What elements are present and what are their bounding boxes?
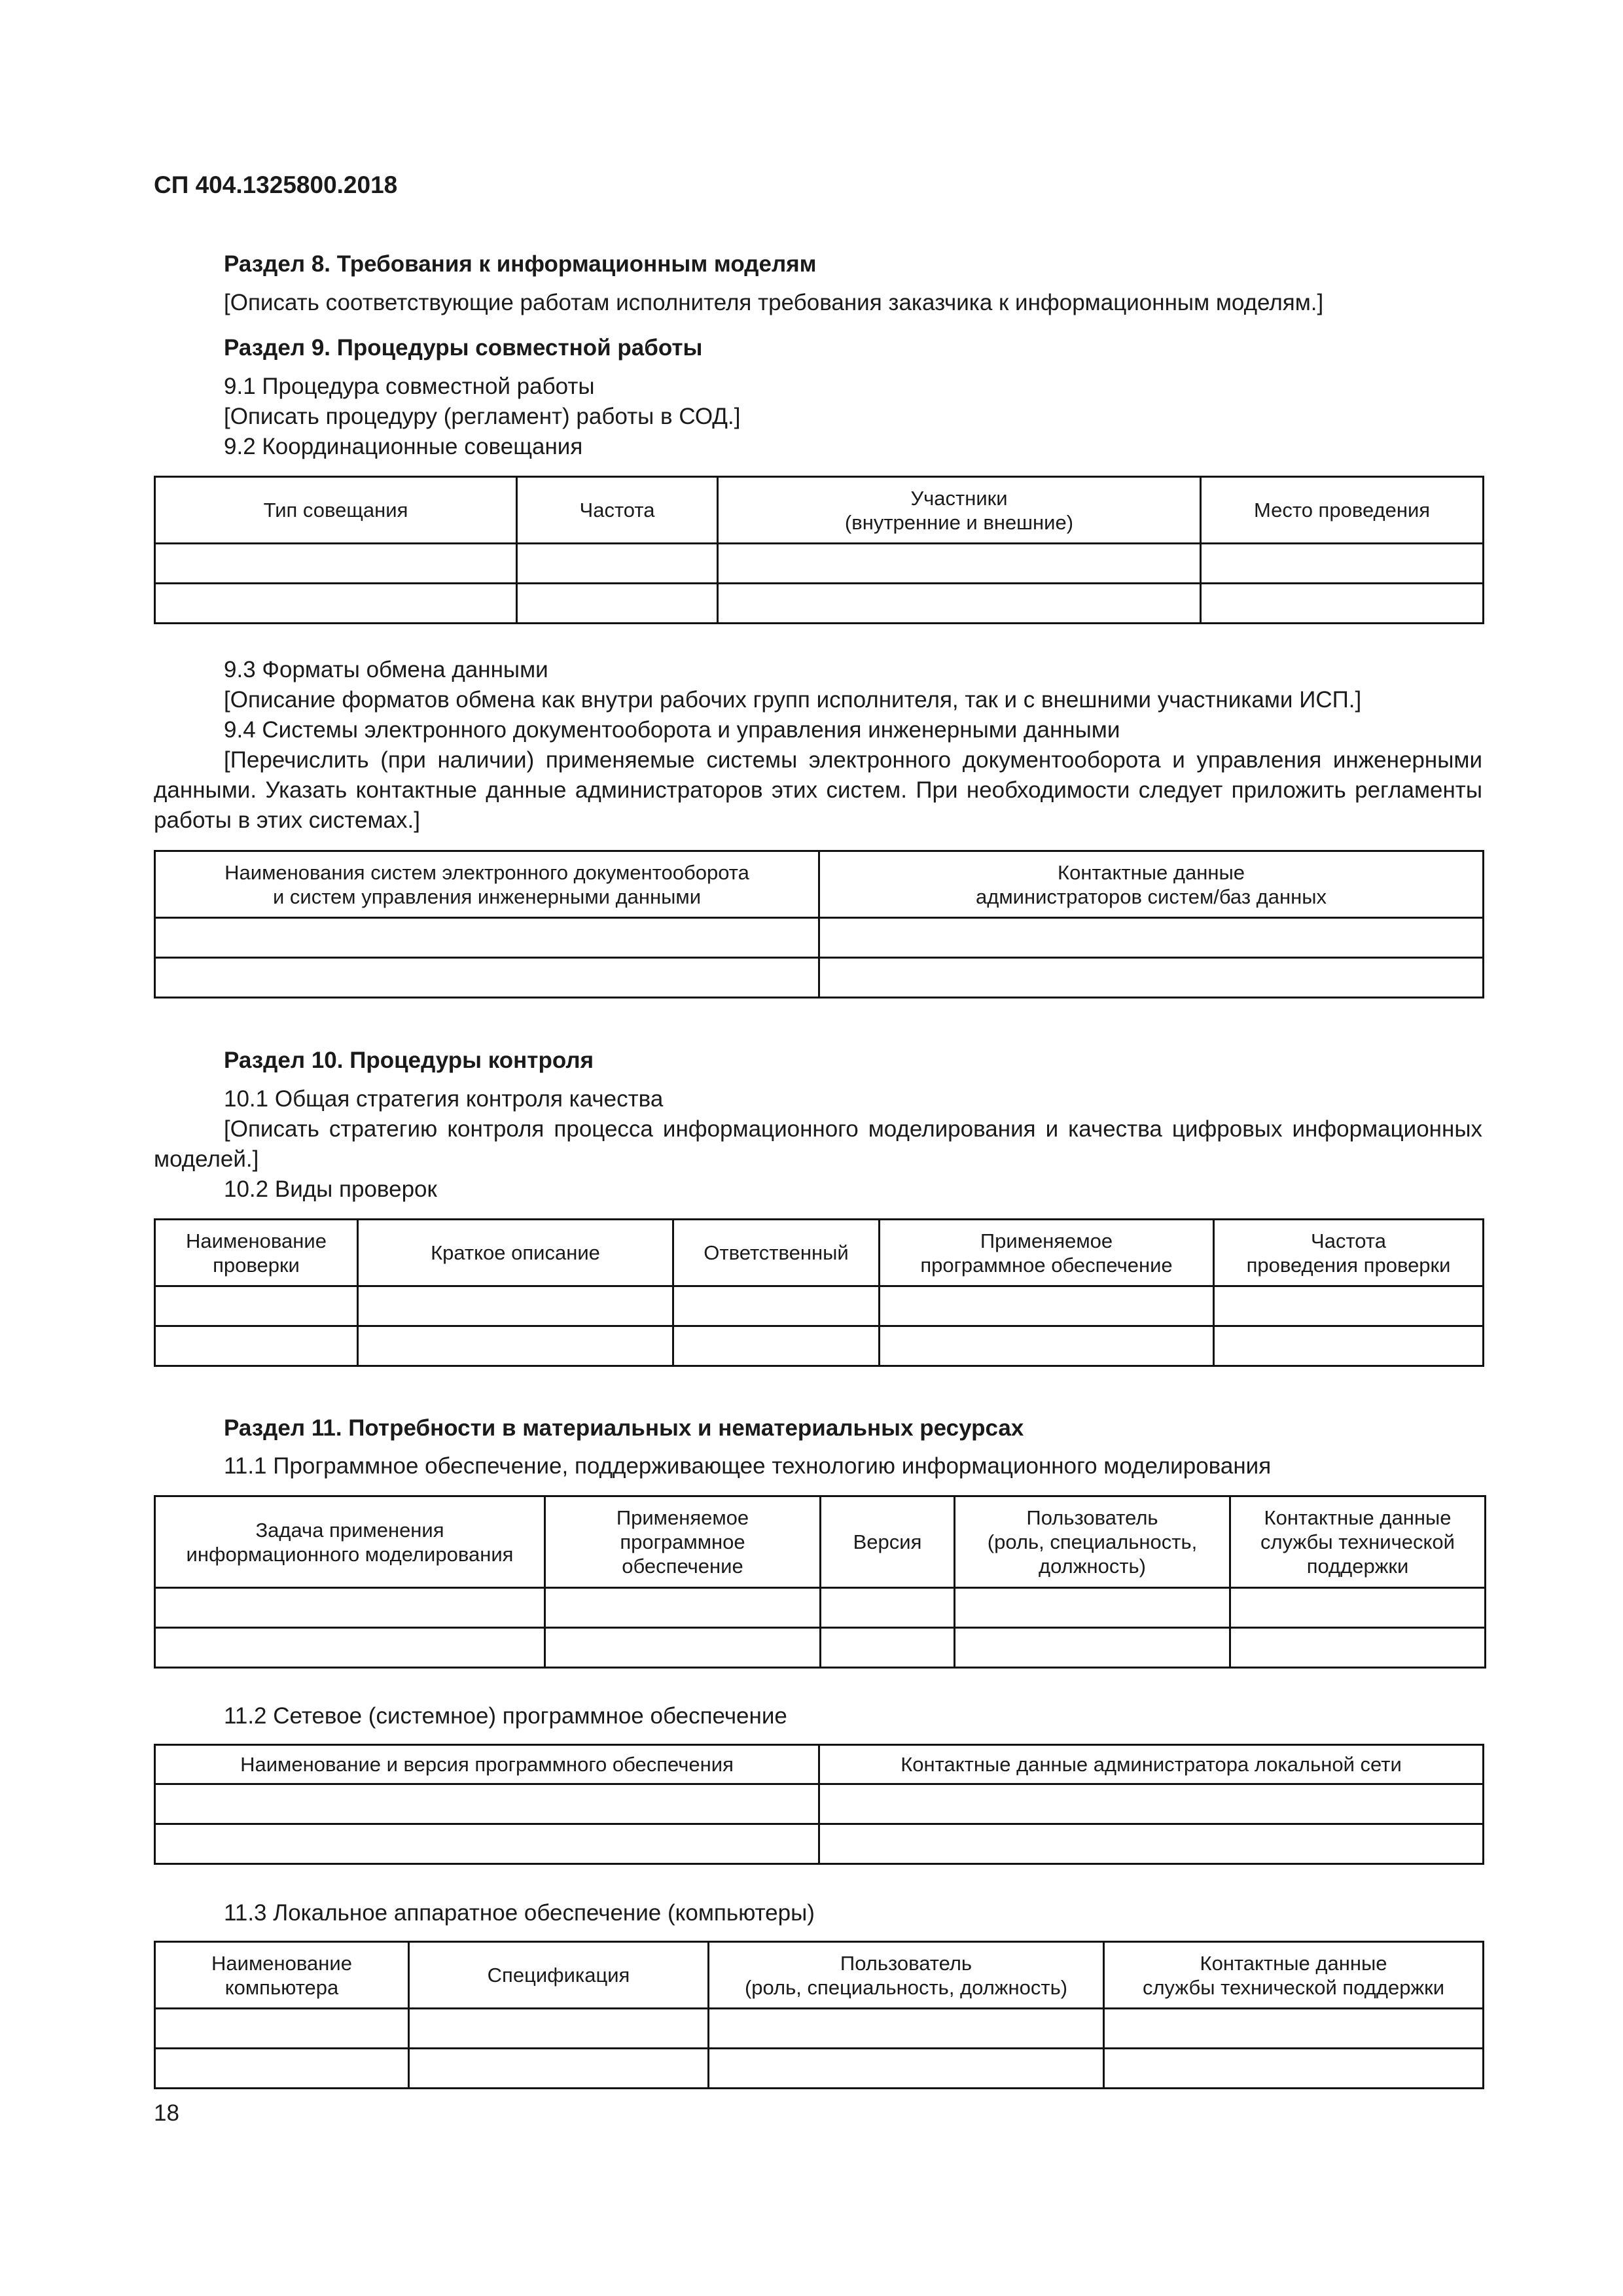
header-cell: Контактные данные службы технической поддержки — [1104, 1942, 1484, 2009]
header-cell: Ответственный — [673, 1220, 880, 1286]
header-cell: Пользователь (роль, специальность, должность) — [709, 1942, 1104, 2009]
table-row — [155, 1784, 1484, 1824]
section-8-title: Раздел 8. Требования к информационным моделям — [224, 251, 817, 277]
section-11-1-title: 11.1 Программное обеспечение, поддерживающее технологию информационного моделирования — [224, 1453, 1272, 1479]
section-10-2-title: 10.2 Виды проверок — [224, 1176, 437, 1202]
table-row — [155, 1326, 1484, 1366]
header-cell: Частота — [517, 477, 718, 544]
section-8-text: [Описать соответствующие работам исполнителя требования заказчика к информационным моделям.] — [224, 290, 1324, 315]
header-cell: Тип совещания — [155, 477, 517, 544]
section-9-3-title: 9.3 Форматы обмена данными — [224, 657, 548, 682]
table-row — [155, 2049, 1484, 2089]
table-row — [155, 958, 1484, 998]
header-cell: Участники (внутренние и внешние) — [718, 477, 1201, 544]
section-11-2-title: 11.2 Сетевое (системное) программное обеспечение — [224, 1703, 787, 1729]
header-cell: Место проведения — [1201, 477, 1484, 544]
header-cell: Пользователь (роль, специальность, должность) — [955, 1496, 1230, 1588]
network-software-table — [154, 1744, 1484, 1865]
meetings-table — [154, 476, 1484, 624]
hardware-table — [154, 1941, 1484, 2089]
table-row — [155, 2009, 1484, 2049]
header-cell: Контактные данные администратора локальной сети — [819, 1745, 1484, 1784]
section-11-title: Раздел 11. Потребности в материальных и нематериальных ресурсах — [224, 1415, 1024, 1441]
document-code: СП 404.1325800.2018 — [154, 171, 398, 198]
section-9-3-text: [Описание форматов обмена как внутри рабочих групп исполнителя, так и с внешними участниками ИСП.] — [224, 687, 1362, 713]
section-9-1-title: 9.1 Процедура совместной работы — [224, 374, 595, 399]
table-header-row — [155, 1220, 1484, 1286]
table-header-row — [155, 1942, 1484, 2009]
header-cell: Спецификация — [409, 1942, 709, 2009]
header-cell: Частота проведения проверки — [1214, 1220, 1484, 1286]
table-header-row — [155, 477, 1484, 544]
section-10-1-text: [Описать стратегию контроля процесса информационного моделирования и качества цифровых информационных моделей.] — [154, 1116, 1482, 1172]
table-row — [155, 1824, 1484, 1864]
section-10-title: Раздел 10. Процедуры контроля — [224, 1048, 594, 1073]
section-10-1-title: 10.1 Общая стратегия контроля качества — [224, 1086, 664, 1112]
table-row — [155, 1286, 1484, 1326]
header-cell: Задача применения информационного моделирования — [155, 1496, 545, 1588]
header-cell: Наименования систем электронного документооборота и систем управления инженерными данными — [155, 851, 819, 918]
table-row — [155, 584, 1484, 624]
section-9-4-text: [Перечислить (при наличии) применяемые системы электронного документооборота и управления инженерными данными. Указать контактные данные администраторов этих систем. При необходимости следует приложить регламенты работы в этих системах.] — [154, 747, 1482, 833]
checks-table — [154, 1218, 1484, 1367]
header-cell: Контактные данные службы технической поддержки — [1230, 1496, 1486, 1588]
table-header-row — [155, 851, 1484, 918]
page-number: 18 — [154, 2100, 179, 2126]
header-cell: Версия — [821, 1496, 955, 1588]
section-9-2-title: 9.2 Координационные совещания — [224, 434, 583, 459]
header-cell: Контактные данные администраторов систем/баз данных — [819, 851, 1484, 918]
header-cell: Наименование проверки — [155, 1220, 358, 1286]
table-header-row — [155, 1745, 1484, 1784]
section-9-title: Раздел 9. Процедуры совместной работы — [224, 335, 703, 361]
table-row — [155, 1588, 1486, 1628]
header-cell: Наименование и версия программного обеспечения — [155, 1745, 819, 1784]
header-cell: Краткое описание — [358, 1220, 673, 1286]
bim-software-table — [154, 1495, 1486, 1669]
table-row — [155, 1628, 1486, 1668]
table-row — [155, 544, 1484, 584]
table-row — [155, 918, 1484, 958]
section-9-1-text: [Описать процедуру (регламент) работы в СОД.] — [224, 404, 741, 429]
section-11-3-title: 11.3 Локальное аппаратное обеспечение (компьютеры) — [224, 1900, 815, 1926]
header-cell: Применяемое программное обеспечение — [545, 1496, 821, 1588]
table-header-row — [155, 1496, 1486, 1588]
header-cell: Применяемое программное обеспечение — [880, 1220, 1214, 1286]
edms-systems-table — [154, 850, 1484, 998]
header-cell: Наименование компьютера — [155, 1942, 409, 2009]
section-9-4-title: 9.4 Системы электронного документооборота и управления инженерными данными — [224, 717, 1120, 743]
